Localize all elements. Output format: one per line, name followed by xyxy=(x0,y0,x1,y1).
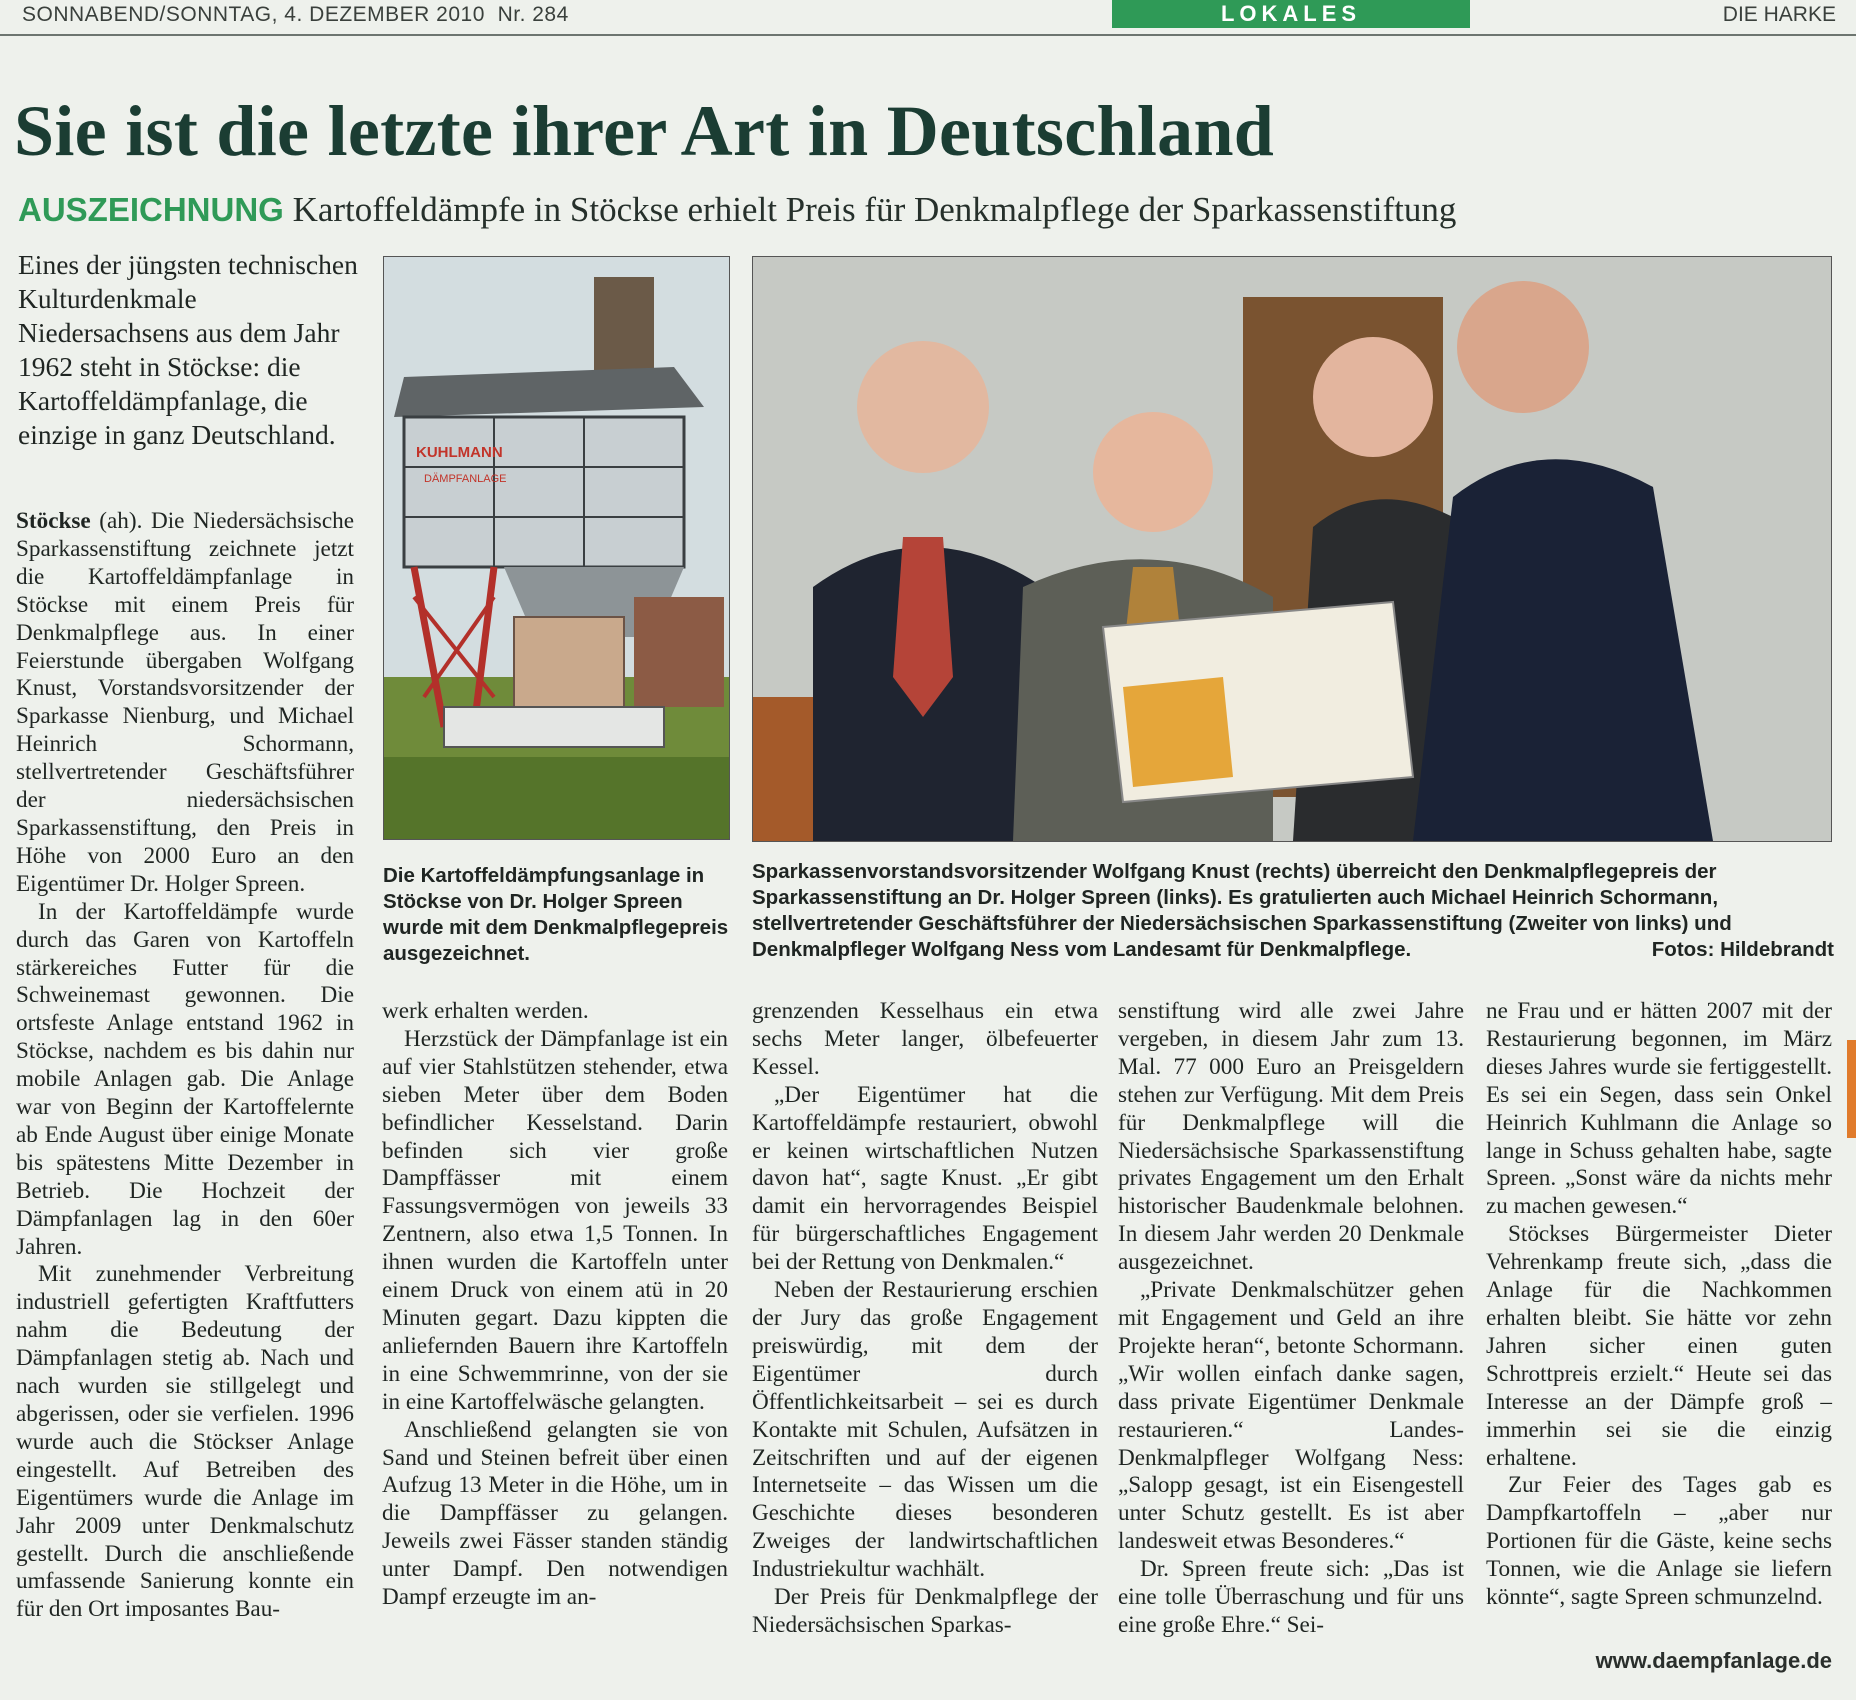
paragraph: Der Preis für Denkmalpflege der Niedersächsischen Sparkas- xyxy=(752,1584,1098,1638)
article-subline xyxy=(18,190,1456,230)
header-date-line xyxy=(22,3,569,27)
paragraph: grenzenden Kesselhaus ein etwa sechs Meter langer, ölbefeuerter Kessel. xyxy=(752,998,1098,1080)
paragraph: Anschließend gelangten sie von Sand und Steinen befreit über einen Aufzug 13 Meter in die Höhe, um in die Dampffässer zu gelangen. Jeweils zwei Fässer standen ständig unter Dampf. Den notwendigen Dampf erzeugte im an- xyxy=(382,1416,728,1611)
issue-number: Nr. 284 xyxy=(497,3,569,26)
photo-credit: Fotos: Hildebrandt xyxy=(1651,938,1834,961)
paragraph: werk erhalten werden. xyxy=(382,998,589,1024)
steaming-plant-image xyxy=(384,257,729,839)
photo1-caption: Die Kartoffeldämpfungsanlage in Stöckse von Dr. Holger Spreen wurde mit dem Denkmalpflegepreis ausgezeichnet. xyxy=(383,864,729,965)
page-edge-marker xyxy=(1847,1040,1856,1138)
photo-steaming-plant xyxy=(383,256,730,840)
paragraph: Dr. Spreen freute sich: „Das ist eine tolle Überraschung und für uns eine große Ehre.“ Sei- xyxy=(1118,1556,1464,1638)
paragraph: ne Frau und er hätten 2007 mit der Restaurierung begonnen, im März dieses Jahres wurde sie fertiggestellt. Es sei ein Segen, dass sein Onkel Heinrich Kuhlmann die Anlage so lange in Schuss gehalten habe, sagte Spreen. „Sonst wäre da nichts mehr zu machen gewesen.“ xyxy=(1486,998,1832,1220)
text-column-2 xyxy=(382,998,728,1612)
paragraph: Mit zunehmender Verbreitung industriell gefertigten Kraftfutters nahm die Bedeutung der Dämpfanlagen stetig ab. Nach und nach wurden sie stillgelegt und abgerissen, oder sie verfielen. 1996 wurde auch die Stöckser Anlage eingestellt. Auf Betreiben des Eigentümers wurde die Anlage im Jahr 2009 unter Denkmalschutz gestellt. Durch die anschließende umfassende Sanierung konnte ein für den Ort imposantes Bau- xyxy=(16,1261,354,1623)
paragraph: Zur Feier des Tages gab es Dampfkartoffeln – „aber nur Portionen für die Gäste, keine sechs Tonnen, wie die Anlage sie liefern könnte“, sagte Spreen schmunzelnd. xyxy=(1486,1472,1832,1611)
article-intro: Eines der jüngsten technischen Kulturdenkmale Niedersachsens aus dem Jahr 1962 steht in Stöckse: die Kartoffeldämpfanlage, die einzige in ganz Deutschland. xyxy=(18,249,358,450)
photo2-caption xyxy=(752,859,1834,963)
website-link[interactable]: www.daempfanlage.de xyxy=(1595,1648,1832,1673)
paragraph: Stöckse (ah). Die Niedersächsische Sparkassenstiftung zeichnete jetzt die Kartoffeldämpfanlage in Stöckse mit einem Preis für Denkmalpflege aus. In einer Feierstunde übergaben Wolfgang Knust, Vorstandsvorsitzender der Sparkasse Nienburg, und Michael Heinrich Schormann, stellvertretender Geschäftsführer der niedersächsischen Sparkassenstiftung, den Preis in Höhe von 2000 Euro an den Eigentümer Dr. Holger Spreen. xyxy=(16,508,355,897)
photo2-caption-text: Sparkassenvorstandsvorsitzender Wolfgang Knust (rechts) überreicht den Denkmalpflegepreis der Sparkassenstiftung an Dr. Holger Spreen (links). Es gratulierten auch Michael Heinrich Schormann, stellvertretender Geschäftsführer der Niedersächsischen Sparkassenstiftung (Zweiter von links) und Denkmalpfleger Wolfgang Ness vom Landesamt für Denkmalpflege. xyxy=(752,860,1732,961)
publication-date: SONNABEND/SONNTAG, 4. DEZEMBER 2010 xyxy=(22,3,485,26)
paragraph: Stöckses Bürgermeister Dieter Vehrenkamp freute sich, „dass die Anlage für die Nachkommen erhalten bleibt. Sie hätte vor zehn Jahren sicher einen guten Schrottpreis erzielt.“ Heute sei das Interesse an der Dämpfe groß – immerhin sei sie die einzig erhaltene. xyxy=(1486,1221,1832,1471)
article-subheading: Kartoffeldämpfe in Stöckse erhielt Preis für Denkmalpflege der Sparkassenstiftung xyxy=(292,190,1457,229)
sign-text: KUHLMANN xyxy=(416,444,503,461)
article-kicker: AUSZEICHNUNG xyxy=(18,191,284,228)
paragraph: senstiftung wird alle zwei Jahre vergeben, in diesem Jahr zum 13. Mal. 77 000 Euro an Preisgeldern stehen zur Verfügung. Mit dem Preis für Denkmalpflege will die Niedersächsische Sparkassenstiftung privates Engagement um den Erhalt historischer Baudenkmale belohnen. In diesem Jahr werden 20 Denkmale ausgezeichnet. xyxy=(1118,998,1464,1276)
text-column-1 xyxy=(16,508,354,1624)
newspaper-name: DIE HARKE xyxy=(1722,3,1836,26)
paragraph: In der Kartoffeldämpfe wurde durch das Garen von Kartoffeln stärkereiches Futter für die Schweinemast gewonnen. Die ortsfeste Anlage entstand 1962 in Stöckse, nachdem es bis dahin nur mobile Anlagen gab. Die Anlage war von Beginn der Kartoffelernte ab Ende August über einige Monate bis spätestens Mitte Dezember in Betrieb. Die Hochzeit der Dämpfanlagen lag in den 60er Jahren. xyxy=(16,898,354,1260)
photo-award-presentation xyxy=(752,256,1832,842)
text-column-5 xyxy=(1486,998,1832,1612)
text-column-4 xyxy=(1118,998,1464,1640)
paragraph: Herzstück der Dämpfanlage ist ein auf vier Stahlstützen stehender, etwa sieben Meter über dem Boden befindlicher Kesselstand. Darin befinden sich vier große Dampffässer mit einem Fassungsvermögen von jeweils 33 Zentnern, also etwa 1,5 Tonnen. In ihnen wurden die Kartoffeln unter einem Druck von einem atü in 20 Minuten gegart. Dazu kippten die anliefernden Bauern ihre Kartoffeln in eine Schwemmrinne, von der sie in eine Kartoffelwäsche gelangten. xyxy=(382,1025,728,1415)
paragraph: „Der Eigentümer hat die Kartoffeldämpfe restauriert, obwohl er keinen wirtschaftlichen Nutzen davon hat“, sagte Knust. „Er gibt damit ein hervorragendes Beispiel für bürgerschaftliches Engagement bei der Rettung von Denkmalen.“ xyxy=(752,1081,1098,1276)
award-presentation-image xyxy=(753,257,1831,841)
section-label: LOKALES xyxy=(1112,0,1470,28)
paragraph: „Private Denkmalschützer gehen mit Engagement und Geld an ihre Projekte heran“, betonte Schormann. „Wir wollen einfach danke sagen, dass private Eigentümer Denkmale restaurieren.“ Landes-Denkmalpfleger Wolfgang Ness: „Salopp gesagt, ist ein Eisengestell unter Schutz gestellt. Es ist aber landesweit etwas Besonderes.“ xyxy=(1118,1277,1464,1555)
paragraph: Neben der Restaurierung erschien der Jury das große Engagement preiswürdig, mit dem der Eigentümer durch Öffentlichkeitsarbeit – sei es durch Kontakte mit Schulen, Aufsätzen in Zeitschriften und auf der eigenen Internetseite – das Wissen um die Geschichte dieses besonderen Zweiges der landwirtschaftlichen Industriekultur wachhält. xyxy=(752,1277,1098,1583)
sign-subtext: DÄMPFANLAGE xyxy=(424,473,507,485)
article-headline: Sie ist die letzte ihrer Art in Deutschland xyxy=(14,91,1275,171)
dateline: Stöckse xyxy=(16,508,91,534)
page-header xyxy=(0,0,1856,36)
text-column-3 xyxy=(752,998,1098,1640)
